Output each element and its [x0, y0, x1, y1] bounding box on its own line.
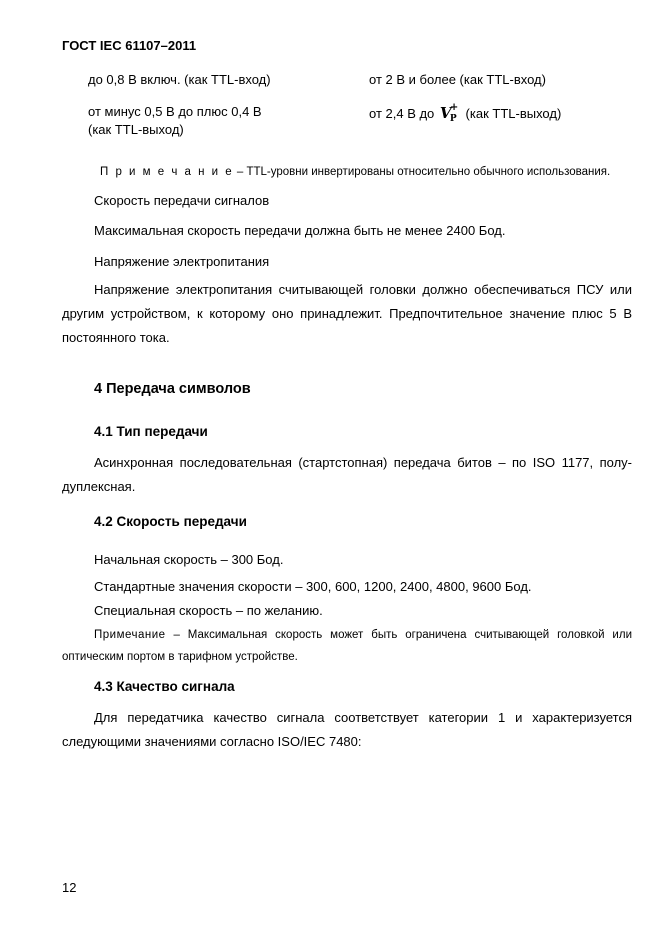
- section-4-title: 4 Передача символов: [94, 381, 251, 397]
- level-row2-left-line1: от минус 0,5 В до плюс 0,4 В: [88, 104, 262, 119]
- supply-voltage-text: Напряжение электропитания считывающей головки должно обеспечиваться ПСУ или другим устройством, к которому оно принадлежит. Предпочтительное значение плюс 5 В постоянного тока.: [62, 282, 632, 345]
- section-4-3-text: Для передатчика качество сигнала соответствует категории 1 и характеризуется следующими значениями согласно ISO/IEC 7480:: [62, 710, 632, 749]
- level-row2-right-suffix: (как TTL-выход): [465, 106, 562, 121]
- level-row2-left-line2: (как TTL-выход): [88, 122, 184, 137]
- section-4-2-line1: Начальная скорость – 300 Бод.: [94, 552, 284, 567]
- section-4-2-title: 4.2 Скорость передачи: [94, 514, 247, 529]
- vp-symbol-sub: P: [449, 114, 457, 124]
- section-4-1-title: 4.1 Тип передачи: [94, 424, 208, 439]
- level-row1-right: от 2 В и более (как TTL-вход): [369, 72, 546, 87]
- level-row2-right-prefix: от 2,4 В до: [369, 106, 435, 121]
- section-4-1-text: Асинхронная последовательная (стартстопная) передача битов – по ISO 1177, полу-дуплексная.: [62, 455, 632, 494]
- note-ttl-label: П р и м е ч а н и е: [100, 166, 234, 178]
- note-ttl-text: – TTL-уровни инвертированы относительно обычного использования.: [233, 166, 611, 178]
- section-4-2-line2: Стандартные значения скорости – 300, 600, 1200, 2400, 4800, 9600 Бод.: [94, 579, 532, 594]
- level-row2-right: [369, 104, 561, 123]
- section-4-2-note-label: Примечание: [94, 629, 166, 641]
- section-4-3-title: 4.3 Качество сигнала: [94, 679, 235, 694]
- note-ttl: [100, 164, 610, 180]
- document-header: ГОСТ IEC 61107–2011: [62, 38, 197, 53]
- vp-symbol-main: V: [439, 104, 452, 122]
- section-4-2-note: [62, 624, 632, 668]
- section-4-2-note-text: – Максимальная скорость может быть ограничена считывающей головкой или оптическим портом в тарифном устройстве.: [62, 629, 632, 663]
- vp-symbol-sup: +: [449, 102, 459, 113]
- signal-speed-text: Максимальная скорость передачи должна быть не менее 2400 Бод.: [94, 223, 506, 238]
- signal-speed-heading: Скорость передачи сигналов: [94, 193, 270, 208]
- supply-voltage-heading: Напряжение электропитания: [94, 254, 270, 269]
- section-4-2-line3: Специальная скорость – по желанию.: [94, 603, 323, 618]
- vp-symbol: [440, 104, 458, 122]
- page-number: 12: [62, 880, 77, 895]
- level-row1-left: до 0,8 В включ. (как TTL-вход): [88, 72, 271, 87]
